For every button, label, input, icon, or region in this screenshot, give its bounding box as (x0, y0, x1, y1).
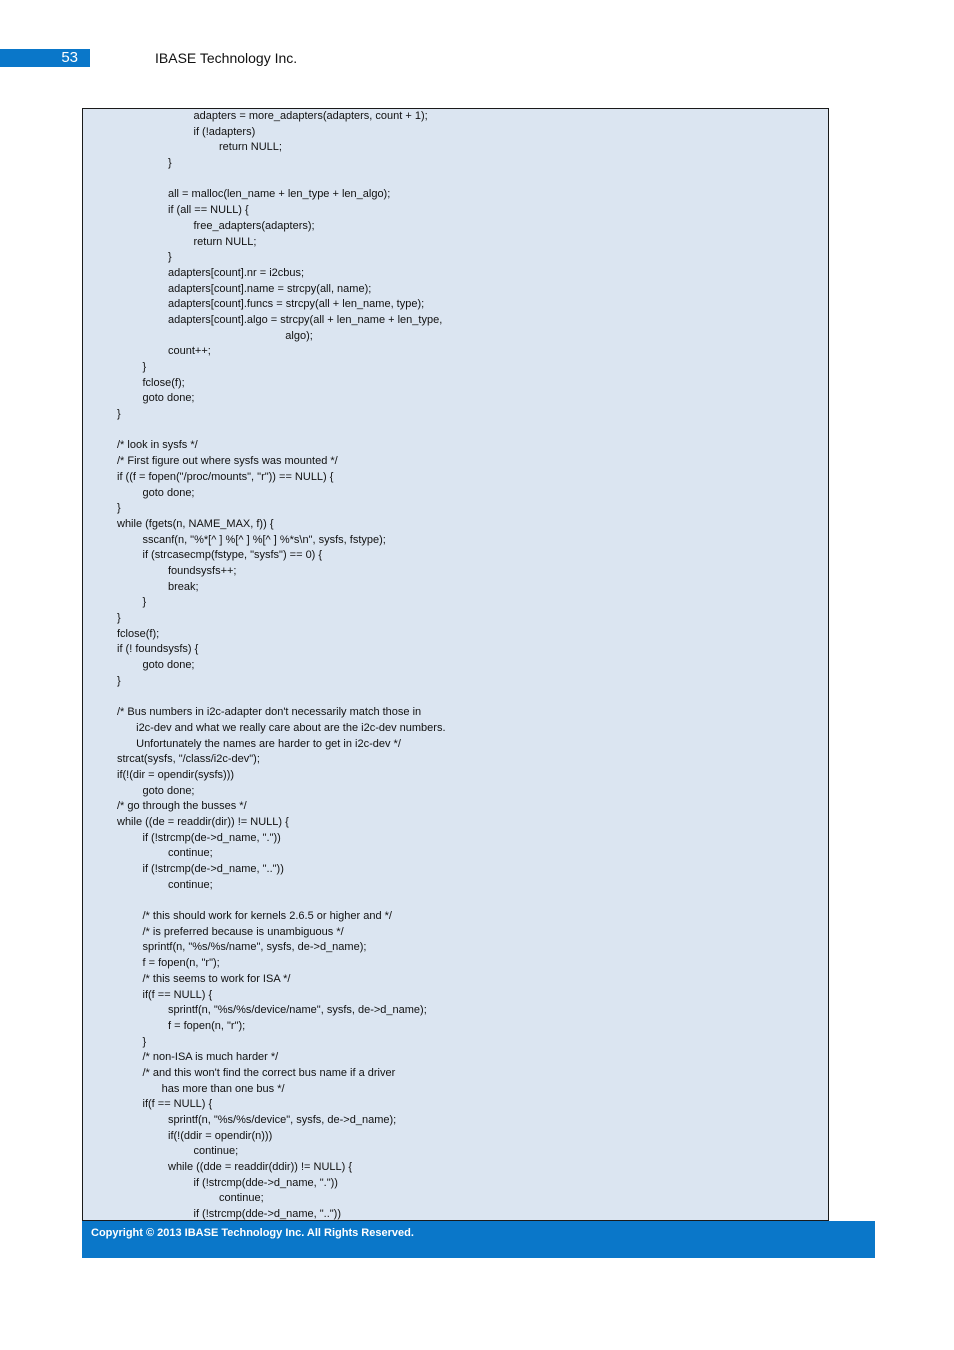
code-line: /* and this won't find the correct bus name if a driver (142, 1066, 396, 1079)
code-line: continue; (219, 1192, 264, 1205)
copyright-notice: Copyright © 2013 IBASE Technology Inc. All Rights Reserved. (91, 1227, 414, 1239)
footer-bar (82, 1221, 875, 1258)
code-line: } (168, 157, 172, 170)
code-line: if (!strcmp(dde->d_name, ".")) (193, 1176, 338, 1189)
code-line: goto done; (142, 784, 195, 797)
code-line: adapters[count].algo = strcpy(all + len_name + len_type, (168, 313, 443, 326)
code-line: sprintf(n, "%s/%s/device/name", sysfs, de->d_name); (168, 1004, 427, 1017)
code-line (117, 172, 828, 188)
code-line: /* First figure out where sysfs was mounted */ (117, 455, 338, 468)
code-line: if (!strcmp(de->d_name, "..")) (142, 863, 284, 875)
code-line: adapters = more_adapters(adapters, count + 1); (193, 110, 428, 122)
company-name: IBASE Technology Inc. (155, 50, 298, 66)
code-line: if (!strcmp(de->d_name, ".")) (142, 831, 281, 844)
code-line: foundsysfs++; (168, 564, 237, 577)
page-number: 53 (61, 49, 78, 66)
code-line: /* Bus numbers in i2c-adapter don't necessarily match those in (117, 706, 422, 719)
code-line: /* this seems to work for ISA */ (142, 972, 291, 985)
code-line: if (!strcmp(dde->d_name, "..")) (193, 1208, 341, 1221)
code-line: /* go through the busses */ (117, 800, 247, 813)
code-line: } (117, 674, 121, 687)
code-line: /* this should work for kernels 2.6.5 or higher and */ (142, 910, 392, 923)
code-line (117, 893, 828, 909)
code-line: adapters[count].funcs = strcpy(all + len_name, type); (168, 298, 425, 311)
code-line: if (strcasecmp(fstype, "sysfs") == 0) { (142, 549, 323, 562)
code-line: sprintf(n, "%s/%s/name", sysfs, de->d_name); (142, 941, 367, 954)
code-line: continue; (193, 1145, 239, 1158)
code-line: fclose(f); (142, 376, 185, 389)
code-line: continue; (168, 878, 213, 891)
code-line: strcat(sysfs, "/class/i2c-dev"); (117, 753, 260, 766)
code-line: f = fopen(n, "r"); (142, 957, 220, 970)
code-line: } (142, 1035, 147, 1048)
code-line: if (! foundsysfs) { (117, 643, 199, 656)
code-line: free_adapters(adapters); (193, 219, 315, 232)
code-line: algo); (285, 329, 313, 342)
code-line: if(!(dir = opendir(sysfs))) (117, 768, 235, 781)
code-line: if(f == NULL) { (142, 988, 213, 1001)
code-line: if (all == NULL) { (168, 204, 249, 217)
code-line: Unfortunately the names are harder to get in i2c-dev */ (136, 737, 401, 750)
code-line: sscanf(n, "%*[^ ] %[^ ] %[^ ] %*s\n", sysfs, fstype); (142, 533, 386, 546)
code-line: sprintf(n, "%s/%s/device", sysfs, de->d_name); (168, 1114, 397, 1126)
code-line: } (117, 502, 121, 515)
code-line: } (168, 251, 172, 264)
code-line: goto done; (142, 392, 195, 405)
code-line: has more than one bus */ (161, 1082, 285, 1095)
code-line (117, 689, 828, 705)
code-line: /* non-ISA is much harder */ (142, 1051, 279, 1064)
code-line: if (!adapters) (193, 125, 256, 138)
code-line: count++; (168, 345, 211, 358)
code-line: fclose(f); (117, 627, 160, 640)
code-line: /* look in sysfs */ (117, 439, 198, 452)
code-line: goto done; (142, 486, 195, 499)
code-line: /* is preferred because is unambiguous */ (142, 925, 344, 938)
page-number-bar (0, 49, 90, 67)
code-line: while ((de = readdir(dir)) != NULL) { (117, 815, 289, 828)
code-line: all = malloc(len_name + len_type + len_algo); (168, 188, 391, 201)
code-line: goto done; (142, 659, 195, 672)
code-line: adapters[count].nr = i2cbus; (168, 266, 305, 279)
code-line: } (142, 361, 147, 373)
code-line: } (117, 408, 121, 421)
code-line: if ((f = fopen("/proc/mounts", "r")) == NULL) { (117, 470, 334, 483)
code-line: } (142, 596, 147, 609)
code-line: while (fgets(n, NAME_MAX, f)) { (117, 517, 274, 530)
code-line: i2c-dev and what we really care about are the i2c-dev numbers. (136, 721, 446, 734)
code-line: f = fopen(n, "r"); (168, 1019, 246, 1032)
code-line: return NULL; (193, 235, 257, 248)
code-line: continue; (168, 847, 213, 860)
code-line: adapters[count].name = strcpy(all, name); (168, 282, 372, 295)
code-line: return NULL; (219, 141, 282, 154)
code-line: if(f == NULL) { (142, 1098, 213, 1111)
code-line: } (117, 612, 121, 624)
code-line (117, 423, 828, 439)
code-line: while ((dde = readdir(ddir)) != NULL) { (168, 1161, 353, 1174)
code-listing-box (82, 108, 829, 1221)
code-line: if(!(ddir = opendir(n))) (168, 1129, 273, 1142)
code-line: break; (168, 580, 199, 593)
code-listing (117, 109, 828, 1221)
